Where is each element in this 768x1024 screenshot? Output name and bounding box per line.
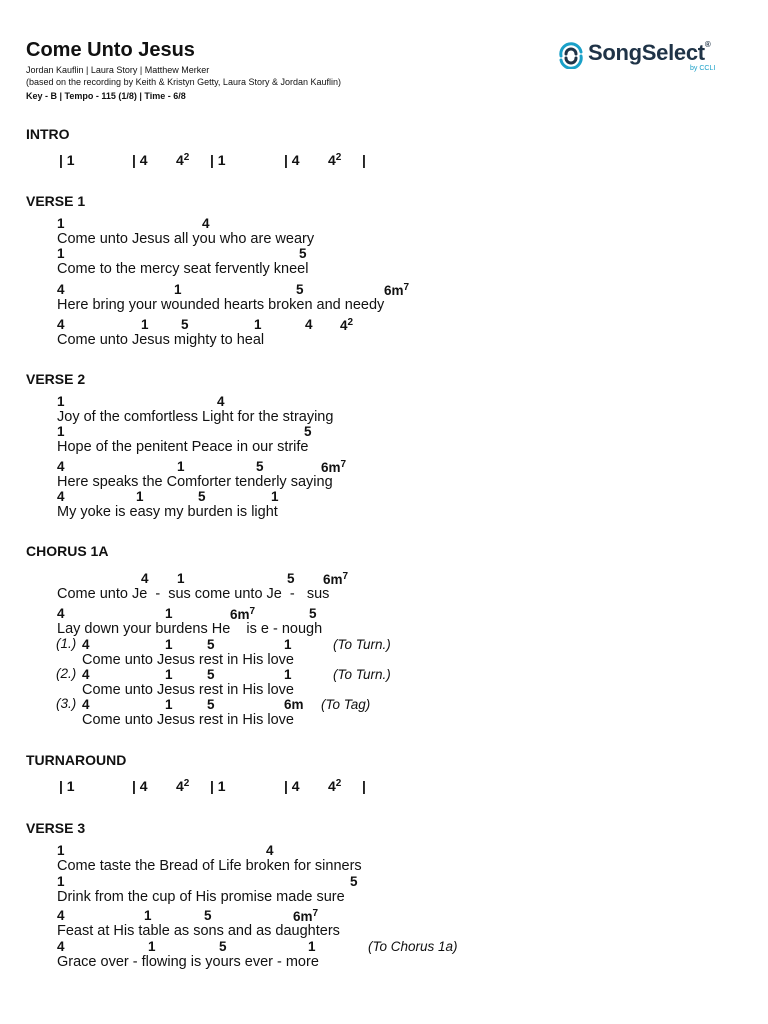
chord: 5 [207, 637, 215, 652]
chord-line [0, 697, 768, 731]
chord: 1 [271, 489, 279, 504]
section-chorus-1a: CHORUS 1A [26, 543, 109, 559]
chord: 5 [299, 246, 307, 261]
chord: 5 [207, 667, 215, 682]
chord: 1 [57, 246, 65, 261]
chord: 4 [82, 697, 90, 712]
chord: 4 [266, 843, 274, 858]
ending-marker: (1.) [56, 636, 77, 651]
chord: 1 [148, 939, 156, 954]
chord: 5 [219, 939, 227, 954]
chord: 1 [308, 939, 316, 954]
chord: $4^2$ [340, 317, 354, 333]
bar: | 4 [132, 778, 148, 794]
chord: 1 [144, 908, 152, 923]
chord-line [0, 874, 768, 908]
chord: 5 [296, 282, 304, 297]
chord: 5 [304, 424, 312, 439]
lyric: Come taste the Bread of Life broken for sinners [57, 858, 362, 874]
section-turnaround: TURNAROUND [26, 752, 127, 768]
bar: | [362, 152, 366, 168]
chord: 1 [57, 216, 65, 231]
chord: 1 [254, 317, 262, 332]
chord-line [0, 216, 768, 250]
navigation-note: (To Turn.) [333, 637, 391, 652]
navigation-note: (To Turn.) [333, 667, 391, 682]
navigation-note: (To Tag) [321, 697, 371, 712]
lyric: Lay down your burdens He is e - nough [57, 621, 323, 637]
lyric: Grace over - flowing is yours ever - more [57, 954, 319, 970]
chord-line [0, 571, 768, 605]
intro-progression [0, 152, 768, 174]
bar: | 1 [59, 152, 75, 168]
navigation-note: (To Chorus 1a) [368, 939, 458, 954]
chord: 4 [141, 571, 149, 586]
song-meta: Key - B | Tempo - 115 (1/8) | Time - 6/8 [26, 91, 186, 101]
chord: $6m^7$ [293, 908, 319, 924]
bar: | 4 [132, 152, 148, 168]
chord: 1 [165, 637, 173, 652]
chord-line [0, 637, 768, 671]
chord: $4^2$ [328, 152, 342, 168]
lyric: My yoke is easy my burden is light [57, 504, 278, 520]
bar: | [362, 778, 366, 794]
chord: 1 [284, 637, 292, 652]
chord: $6m^7$ [321, 459, 347, 475]
lyric: Come unto Jesus all you who are weary [57, 231, 315, 247]
recording-credit: (based on the recording by Keith & Kristyn Getty, Laura Story & Jordan Kauflin) [26, 77, 341, 87]
chord: 1 [141, 317, 149, 332]
chord-line [0, 939, 768, 973]
songselect-logo [556, 39, 736, 75]
chord: 6m [284, 697, 304, 712]
lyric: Come unto Jesus rest in His love [82, 712, 294, 728]
chord: $4^2$ [328, 778, 342, 794]
chord: $6m^7$ [230, 606, 256, 622]
chord: 4 [57, 939, 65, 954]
lyric: Drink from the cup of His promise made sure [57, 889, 345, 905]
chord: 1 [165, 606, 173, 621]
chord-line [0, 394, 768, 428]
lyric: Come unto Jesus rest in His love [82, 652, 294, 668]
song-title: Come Unto Jesus [26, 39, 195, 61]
song-authors: Jordan Kauflin | Laura Story | Matthew Merker [26, 65, 210, 75]
brand-byline: by CCLI [690, 65, 716, 72]
chord: 1 [57, 394, 65, 409]
lyric: Here bring your wounded hearts broken and needy [57, 297, 385, 313]
chord: 1 [177, 459, 185, 474]
chord: 1 [57, 424, 65, 439]
chord: 5 [181, 317, 189, 332]
chord: 1 [57, 843, 65, 858]
ending-marker: (3.) [56, 696, 77, 711]
section-verse-1: VERSE 1 [26, 193, 86, 209]
chord: 5 [350, 874, 358, 889]
bar: | 1 [210, 778, 226, 794]
bar: | 1 [210, 152, 226, 168]
lyric: Here speaks the Comforter tenderly saying [57, 474, 333, 490]
chord: 1 [136, 489, 144, 504]
chord: $4^2$ [176, 152, 190, 168]
section-intro: INTRO [26, 126, 70, 142]
lyric: Feast at His table as sons and as daughters [57, 923, 340, 939]
chord: 4 [57, 459, 65, 474]
chord: 1 [57, 874, 65, 889]
chord: $6m^7$ [323, 571, 349, 587]
chord: 4 [82, 637, 90, 652]
chord-line [0, 282, 768, 316]
chord: 4 [57, 282, 65, 297]
brand-name: SongSelect® [588, 40, 711, 65]
ending-marker: (2.) [56, 666, 77, 681]
chord: 4 [57, 606, 65, 621]
chord: 1 [177, 571, 185, 586]
chord-line [0, 317, 768, 351]
chord: 4 [202, 216, 210, 231]
chord: $6m^7$ [384, 282, 410, 298]
chord: 1 [174, 282, 182, 297]
bar: | 1 [59, 778, 75, 794]
chord-line [0, 246, 768, 280]
lyric: Come unto Jesus rest in His love [82, 682, 294, 698]
section-verse-2: VERSE 2 [26, 371, 86, 387]
chord: 4 [57, 317, 65, 332]
chord: 4 [57, 908, 65, 923]
chord: 1 [165, 667, 173, 682]
chord: 4 [57, 489, 65, 504]
chord-line [0, 606, 768, 640]
chord-line [0, 667, 768, 701]
bar: | 4 [284, 152, 300, 168]
chord-line [0, 843, 768, 877]
chord: $4^2$ [176, 778, 190, 794]
chord-line [0, 908, 768, 942]
section-verse-3: VERSE 3 [26, 820, 86, 836]
chord: 4 [305, 317, 313, 332]
chord: 5 [309, 606, 317, 621]
chord: 4 [82, 667, 90, 682]
lyric: Come unto Je - sus come unto Je - sus [57, 586, 330, 602]
chord: 5 [207, 697, 215, 712]
chord: 1 [165, 697, 173, 712]
chord: 1 [284, 667, 292, 682]
songselect-waves-icon [556, 39, 586, 69]
chord: 5 [198, 489, 206, 504]
chord: 5 [204, 908, 212, 923]
chord: 5 [256, 459, 264, 474]
chord-line [0, 424, 768, 458]
bar: | 4 [284, 778, 300, 794]
chord-line [0, 489, 768, 523]
turnaround-progression [0, 778, 768, 800]
lyric: Come to the mercy seat fervently kneel [57, 261, 309, 277]
chord: 5 [287, 571, 295, 586]
chord: 4 [217, 394, 225, 409]
lyric: Come unto Jesus mighty to heal [57, 332, 265, 348]
lyric: Hope of the penitent Peace in our strife [57, 439, 309, 455]
lyric: Joy of the comfortless Light for the straying [57, 409, 334, 425]
chord-line [0, 459, 768, 493]
